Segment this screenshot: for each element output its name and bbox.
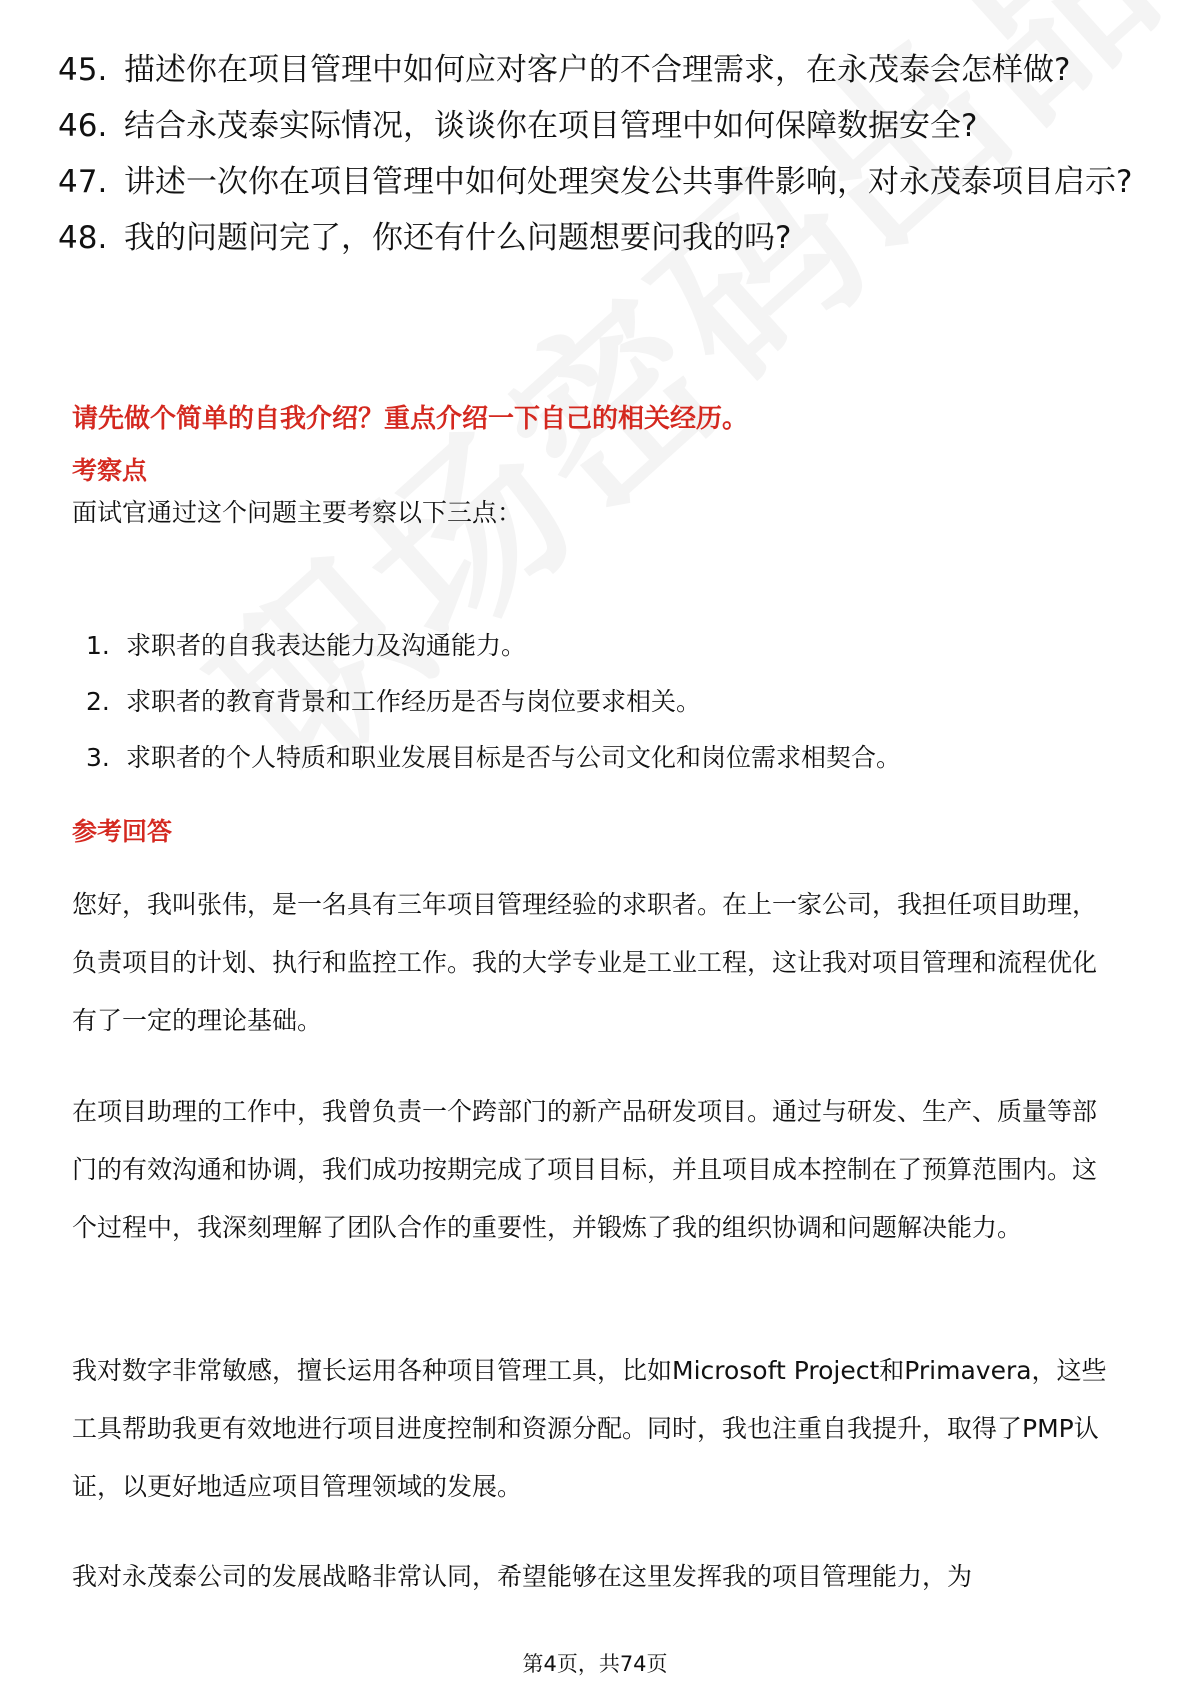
list-item-number: 3. — [86, 743, 110, 772]
answer-heading: 参考回答 — [72, 817, 173, 846]
question-item — [58, 50, 1138, 90]
list-item-number: 2. — [86, 687, 110, 716]
question-text: 讲述一次你在项目管理中如何处理突发公共事件影响，对永茂泰项目启示? — [124, 164, 1133, 200]
kaocha-intro: 面试官通过这个问题主要考察以下三点： — [72, 498, 523, 527]
question-text: 结合永茂泰实际情况，谈谈你在项目管理中如何保障数据安全? — [124, 108, 978, 144]
list-item — [86, 674, 901, 730]
question-text: 我的问题问完了，你还有什么问题想要问我的吗? — [124, 220, 792, 256]
question-number: 48. — [58, 220, 108, 256]
list-item-text: 求职者的教育背景和工作经历是否与岗位要求相关。 — [126, 687, 702, 716]
answer-paragraph: 我对数字非常敏感，擅长运用各种项目管理工具，比如Microsoft Project和Primavera，这些工具帮助我更有效地进行项目进度控制和资源分配。同时，我也注重自我提升，取得了PMP认证，以更好地适应项目管理领域的发展。 — [72, 1356, 1107, 1501]
answer-paragraph: 在项目助理的工作中，我曾负责一个跨部门的新产品研发项目。通过与研发、生产、质量等部门的有效沟通和协调，我们成功按期完成了项目目标，并且项目成本控制在了预算范围内。这个过程中，我深刻理解了团队合作的重要性，并锻炼了我的组织协调和问题解决能力。 — [72, 1097, 1098, 1242]
page-footer: 第4页，共74页 — [522, 1652, 668, 1676]
list-item-text: 求职者的个人特质和职业发展目标是否与公司文化和岗位需求相契合。 — [126, 743, 902, 772]
list-item — [86, 730, 901, 786]
question-item — [58, 106, 1138, 146]
answer-paragraph: 您好，我叫张伟，是一名具有三年项目管理经验的求职者。在上一家公司，我担任项目助理，负责项目的计划、执行和监控工作。我的大学专业是工业工程，这让我对项目管理和流程优化有了一定的理论基础。 — [72, 890, 1098, 1035]
section-title: 请先做个简单的自我介绍？重点介绍一下自己的相关经历。 — [72, 404, 749, 434]
list-item-text: 求职者的自我表达能力及沟通能力。 — [126, 631, 527, 660]
question-list — [58, 50, 1138, 274]
question-item — [58, 218, 1138, 258]
question-text: 描述你在项目管理中如何应对客户的不合理需求，在永茂泰会怎样做? — [124, 52, 1071, 88]
question-number: 46. — [58, 108, 108, 144]
list-item-number: 1. — [86, 631, 110, 660]
question-number: 45. — [58, 52, 108, 88]
question-item — [58, 162, 1138, 202]
question-number: 47. — [58, 164, 108, 200]
kaocha-heading: 考察点 — [72, 456, 148, 485]
list-item — [86, 618, 901, 674]
answer-paragraph: 我对永茂泰公司的发展战略非常认同，希望能够在这里发挥我的项目管理能力，为 — [72, 1562, 973, 1591]
kaocha-list — [86, 618, 901, 786]
